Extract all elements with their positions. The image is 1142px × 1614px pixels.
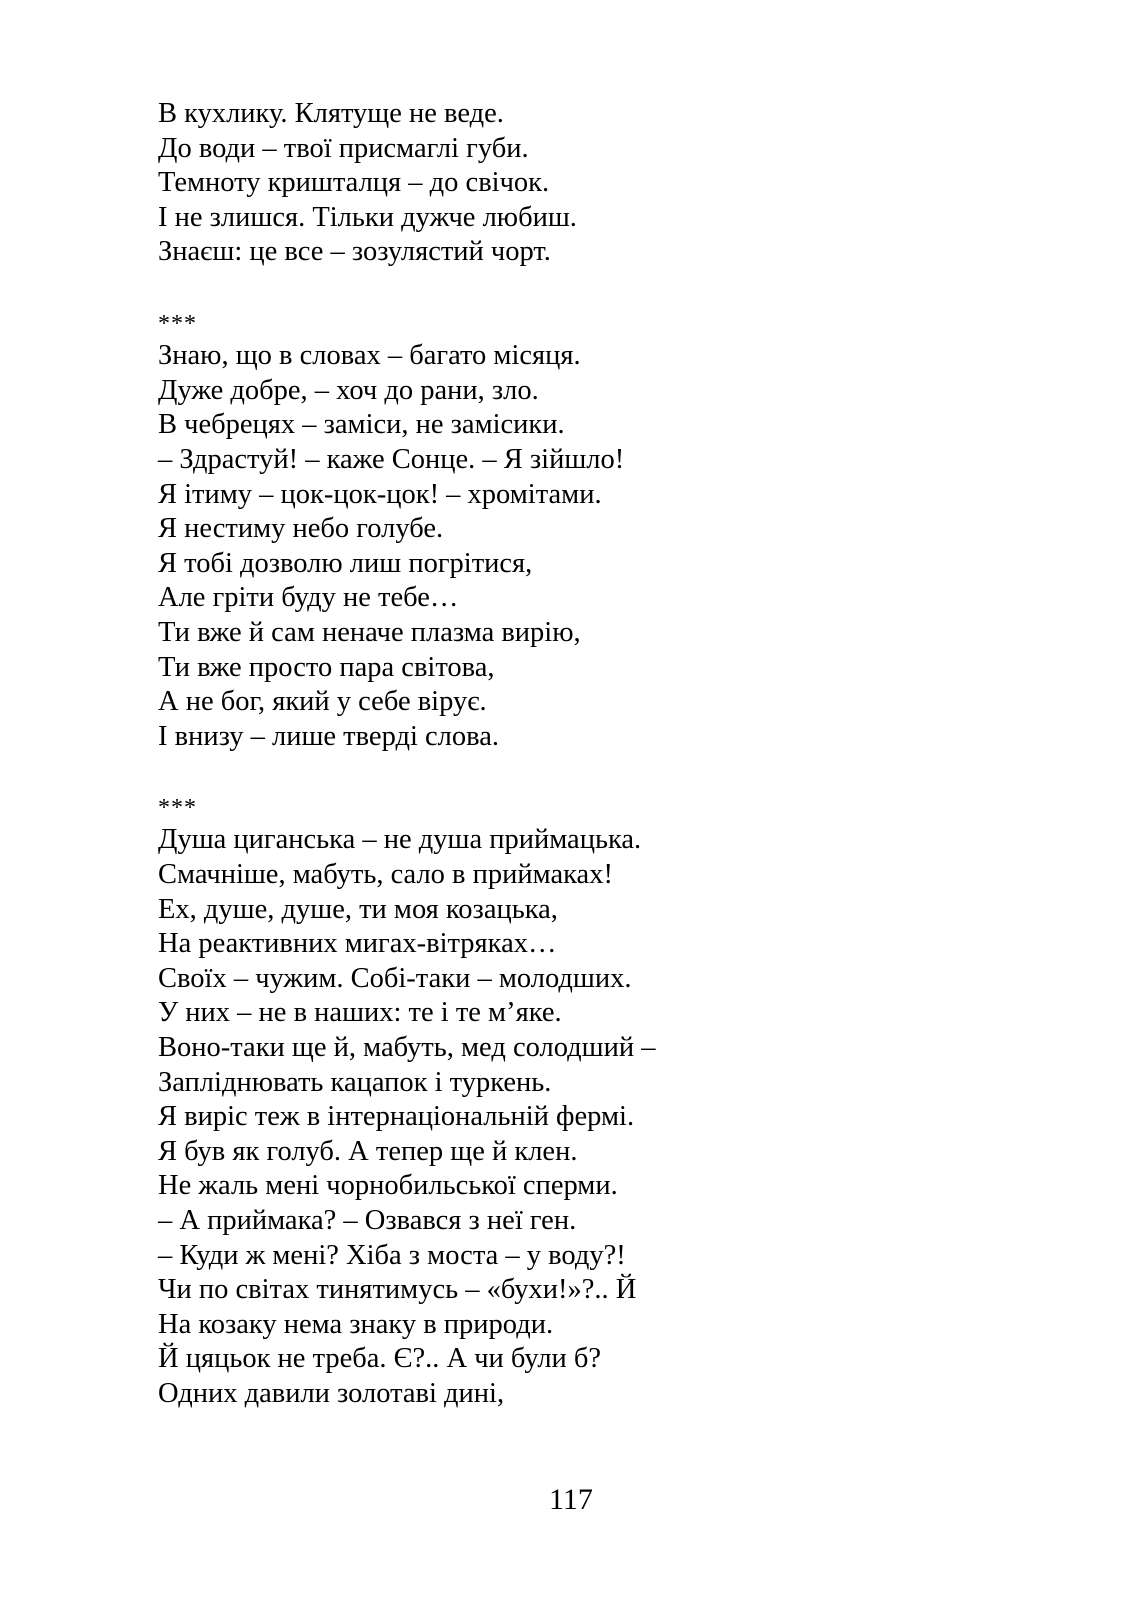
page-number: 117 — [549, 1483, 593, 1516]
stanza-1 — [158, 97, 1038, 270]
poem-line: Ех, душе, душе, ти моя козацька, — [158, 893, 558, 925]
poem-line: В чебрецях – заміси, не замісики. — [158, 409, 565, 441]
stanza-3 — [158, 823, 1038, 1411]
stanza-gap — [158, 754, 1038, 789]
poem-line: Воно-таки ще й, мабуть, мед солодший – — [158, 1032, 656, 1064]
poem-line: Я тобі дозволю лиш погрітися, — [158, 547, 533, 579]
poem-line: Знаю, що в словах – багато місяця. — [158, 340, 581, 372]
poem-line: – А приймака? – Озвався з неї ген. — [158, 1205, 577, 1236]
poem-line: Знаєш: це все – зозулястий чорт. — [158, 236, 551, 268]
poem-line: Я виріс теж в інтернаціональній фермі. — [158, 1101, 635, 1133]
poem-line: Я ітиму – цок-цок-цок! – хромітами. — [158, 478, 602, 510]
poem-line: Одних давили золотаві дині, — [158, 1377, 505, 1409]
poem-line: Душа циганська – не душа приймацька. — [158, 824, 642, 856]
poem-line: Ти вже просто пара світова, — [158, 651, 495, 683]
stanza-gap — [158, 270, 1038, 305]
poem-line: Й цяцьок не треба. Є?.. А чи були б? — [158, 1343, 602, 1375]
poem-line: В кухлику. Клятуще не веде. — [158, 98, 504, 129]
poem-line: Смачніше, мабуть, сало в приймаках! — [158, 859, 613, 891]
poem-line: На реактивних мигах-вітряках… — [158, 928, 557, 960]
poem-line: Але гріти буду не тебе… — [158, 582, 459, 614]
poem-line: Я нестиму небо голубе. — [158, 513, 444, 545]
poem-line: – Здрастуй! – каже Сонце. – Я зійшло! — [158, 443, 625, 475]
poem-line: Запліднювать кацапок і туркень. — [158, 1066, 552, 1098]
poem-line: Чи по світах тинятимусь – «бухи!»?.. Й — [158, 1274, 637, 1306]
poem-line: А не бог, який у себе вірує. — [158, 686, 487, 718]
poem-line: До води – твої присмаглі губи. — [158, 132, 529, 164]
poem-text — [158, 97, 1038, 1412]
stanza-2 — [158, 339, 1038, 754]
poem-line: На козаку нема знаку в природи. — [158, 1308, 554, 1340]
section-separator: *** — [158, 794, 197, 821]
poem-line: Темноту кришталця – до свічок. — [158, 167, 550, 199]
poem-line: І не злишся. Тільки дужче любиш. — [158, 201, 577, 233]
poem-line: У них – не в наших: те і те м’яке. — [158, 997, 562, 1029]
poem-line: Ти вже й сам неначе плазма вирію, — [158, 616, 581, 648]
section-separator: *** — [158, 310, 197, 337]
poem-line: Я був як голуб. А тепер ще й клен. — [158, 1135, 578, 1167]
poem-line: І внизу – лише тверді слова. — [158, 720, 499, 752]
poem-line: – Куди ж мені? Хіба з моста – у воду?! — [158, 1239, 626, 1271]
poem-line: Своїх – чужим. Собі-таки – молодших. — [158, 962, 632, 994]
poem-line: Дуже добре, – хоч до рани, зло. — [158, 374, 539, 406]
poem-line: Не жаль мені чорнобильської сперми. — [158, 1170, 618, 1202]
